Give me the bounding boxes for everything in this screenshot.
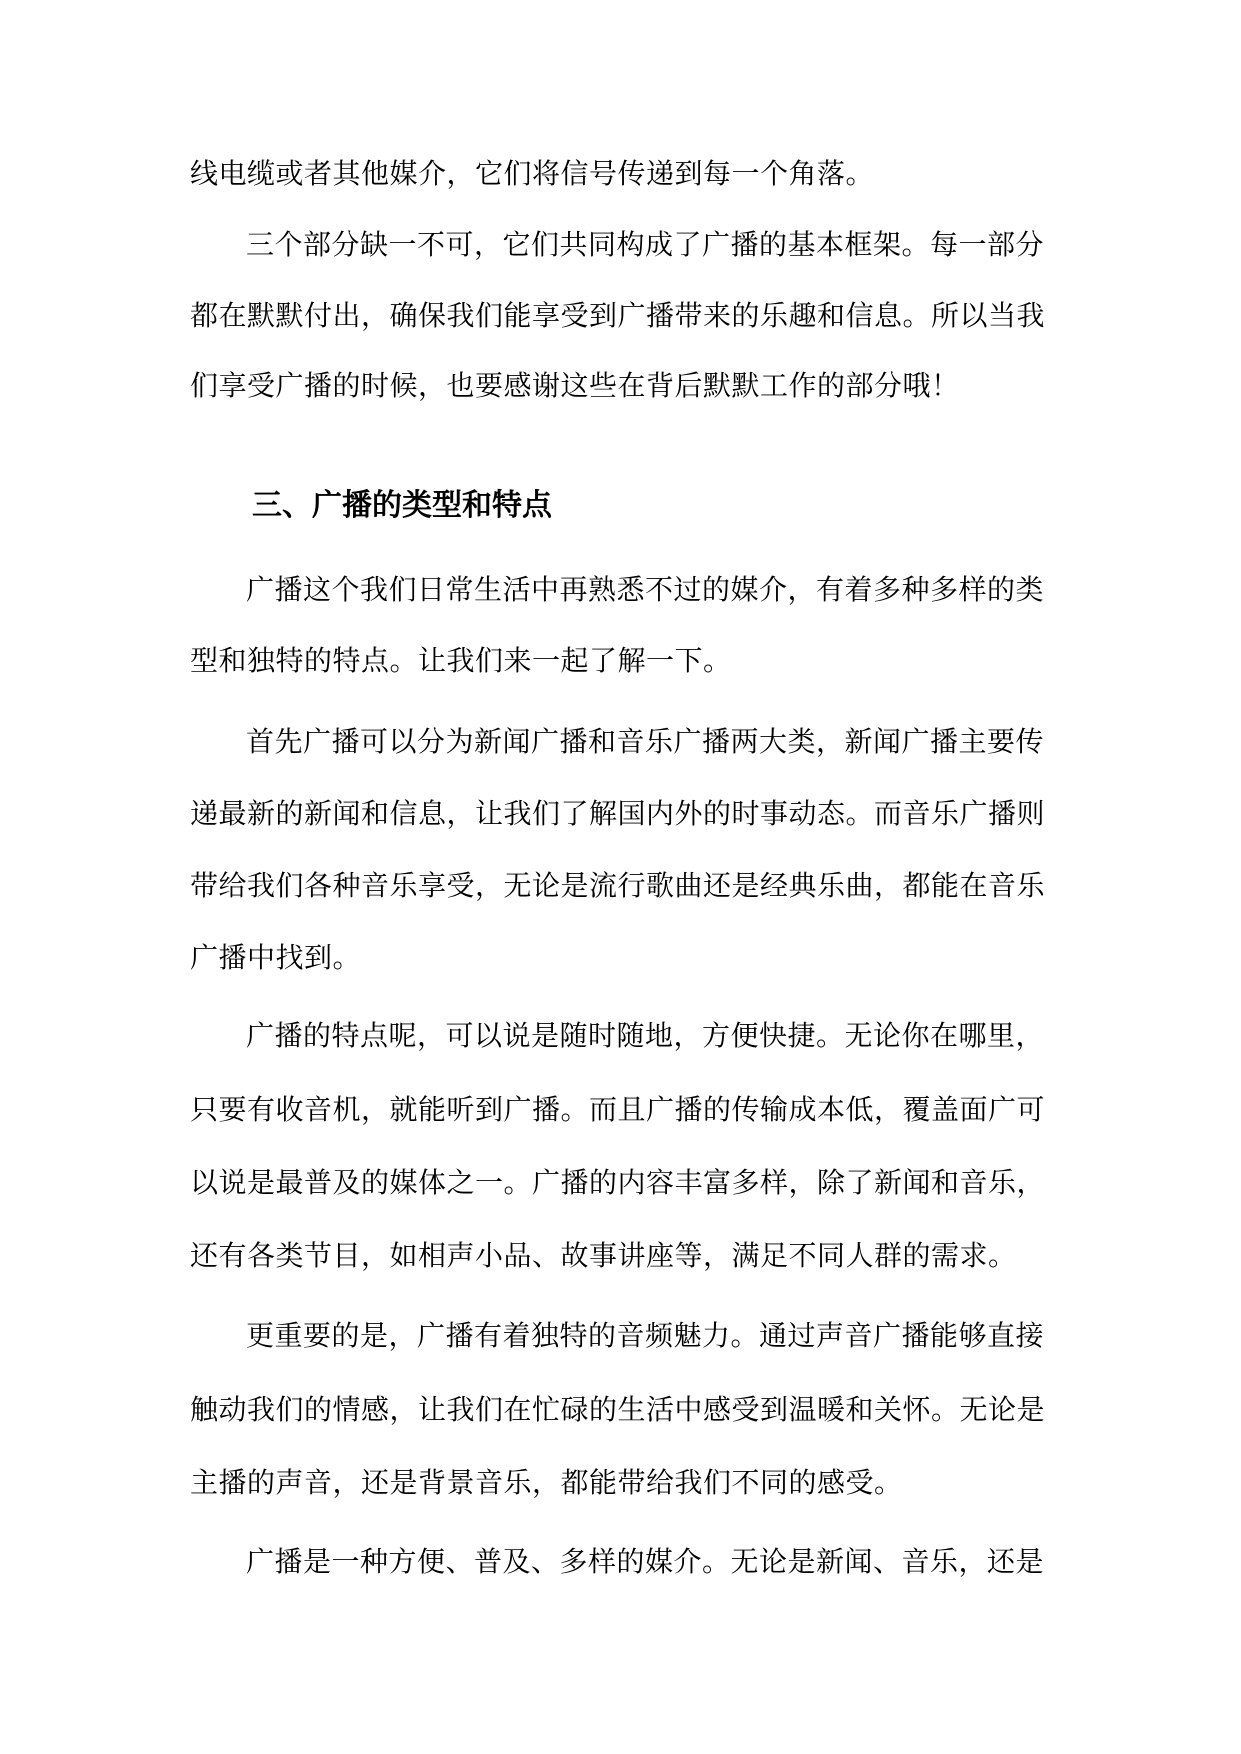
text-line: 主播的声音，还是背景音乐，都能带给我们不同的感受。 [190,1466,903,1499]
paragraph-first-line: 更重要的是，广播有着独特的音频魅力。通过声音广播能够直接 [246,1319,1045,1352]
text-line: 线电缆或者其他媒介，它们将信号传递到每一个角落。 [190,157,875,190]
text-line: 还有各类节目，如相声小品、故事讲座等，满足不同人群的需求。 [190,1239,1017,1272]
text-line: 触动我们的情感，让我们在忙碌的生活中感受到温暖和关怀。无论是 [190,1393,1046,1426]
text-line: 型和独特的特点。让我们来一起了解一下。 [190,644,732,677]
text-line: 递最新的新闻和信息，让我们了解国内外的时事动态。而音乐广播则 [190,797,1046,830]
paragraph-first-line: 广播的特点呢，可以说是随时随地，方便快捷。无论你在哪里， [246,1019,1045,1052]
paragraph-first-line: 首先广播可以分为新闻广播和音乐广播两大类，新闻广播主要传 [246,725,1045,758]
paragraph-first-line: 广播这个我们日常生活中再熟悉不过的媒介，有着多种多样的类 [246,573,1045,606]
text-line: 广播中找到。 [190,941,362,974]
text-line: 们享受广播的时候，也要感谢这些在背后默默工作的部分哦！ [190,369,960,402]
text-line: 都在默默付出，确保我们能享受到广播带来的乐趣和信息。所以当我 [190,299,1046,332]
section-heading: 三、广播的类型和特点 [252,488,552,523]
text-line: 以说是最普及的媒体之一。广播的内容丰富多样，除了新闻和音乐， [190,1166,1046,1199]
paragraph-first-line: 三个部分缺一不可，它们共同构成了广播的基本框架。每一部分 [246,228,1045,261]
text-line: 只要有收音机，就能听到广播。而且广播的传输成本低，覆盖面广可 [190,1093,1046,1126]
paragraph-first-line: 广播是一种方便、普及、多样的媒介。无论是新闻、音乐，还是 [246,1545,1045,1578]
text-line: 带给我们各种音乐享受，无论是流行歌曲还是经典乐曲，都能在音乐 [190,869,1046,902]
